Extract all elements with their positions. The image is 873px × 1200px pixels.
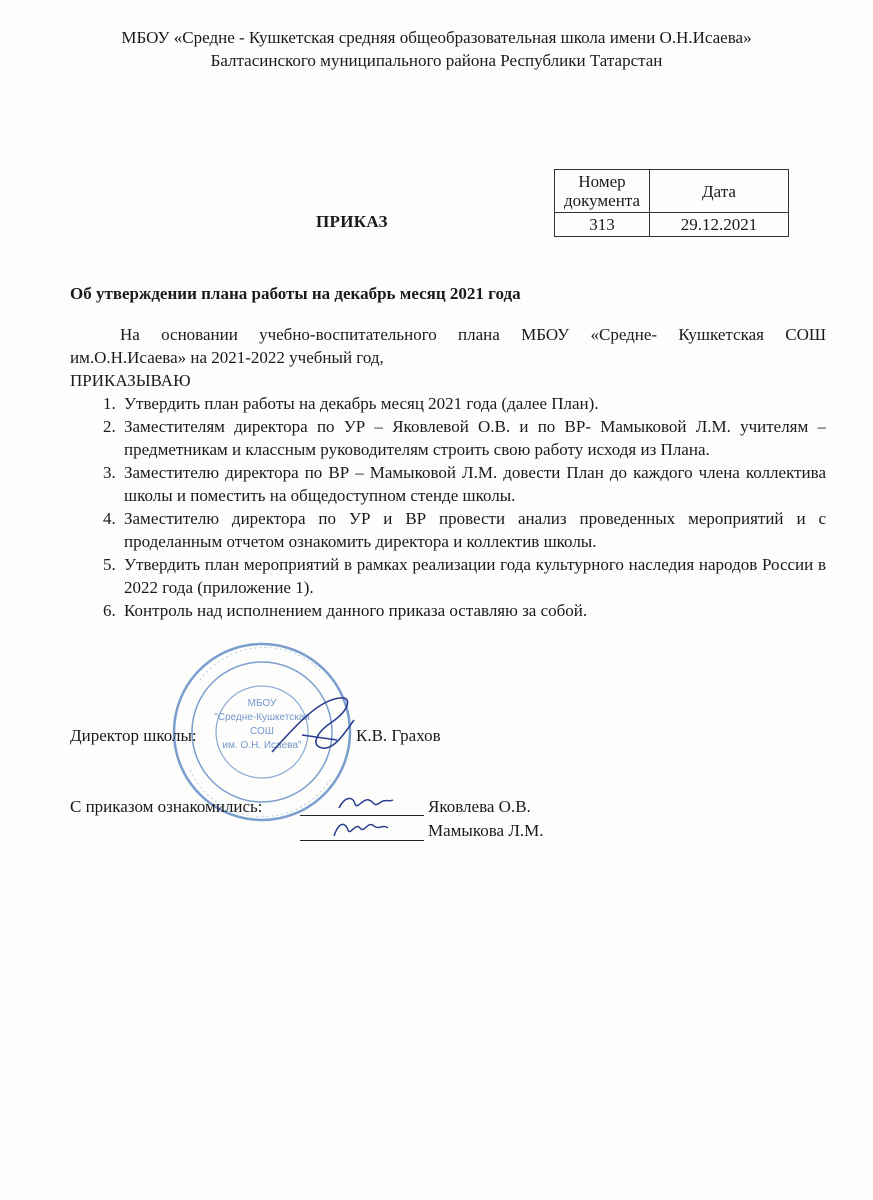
document-title: ПРИКАЗ — [316, 212, 388, 231]
order-word: ПРИКАЗЫВАЮ — [70, 371, 191, 390]
date-header: Дата — [650, 170, 789, 213]
number-header: Номер документа — [555, 170, 650, 213]
stamp-line: СОШ — [250, 726, 274, 737]
mamykova-signature — [330, 814, 390, 840]
header-line-2: Балтасинского муниципального района Республики Татарстан — [210, 51, 663, 70]
director-signature — [262, 690, 362, 760]
order-item: 5. Утвердить план мероприятий в рамках реализации года культурного наследия народов России в 2022 года (приложение 1). — [120, 553, 826, 599]
intro-paragraph: На основании учебно-воспитательного плана МБОУ «Средне- Кушкетская СОШ им.О.Н.Исаева» на 2021-2022 учебный год, — [70, 325, 826, 367]
yakovleva-signature — [335, 790, 395, 814]
signature-line — [300, 840, 424, 841]
director-label: Директор школы: — [70, 726, 197, 745]
order-item: 6. Контроль над исполнением данного приказа оставляю за собой. — [120, 599, 826, 622]
order-item: 3. Заместителю директора по ВР – Мамыковой Л.М. довести План до каждого члена коллектива школы и поместить на общедоступном стенде школы. — [120, 461, 826, 507]
school-header — [0, 26, 873, 72]
director-name: К.В. Грахов — [356, 726, 441, 745]
header-line-1: МБОУ «Средне - Кушкетская средняя общеобразовательная школа имени О.Н.Исаева» — [121, 28, 752, 47]
order-body — [70, 323, 826, 622]
document-number: 313 — [555, 213, 650, 237]
stamp-line: им. О.Н. Исаева" — [222, 740, 302, 751]
order-subject: Об утверждении плана работы на декабрь месяц 2021 года — [70, 284, 521, 303]
acknowledged-label: С приказом ознакомились: — [70, 797, 263, 816]
ack-name-1: Яковлева О.В. — [428, 797, 531, 816]
document-number-table — [554, 169, 789, 237]
stamp-line: "Средне-Кушкетская — [214, 712, 310, 723]
order-items — [70, 392, 826, 622]
order-item: 4. Заместителю директора по УР и ВР провести анализ проведенных мероприятий и с проделанным отчетом ознакомить директора и коллектив школы. — [120, 507, 826, 553]
order-item: 2. Заместителям директора по УР – Яковлевой О.В. и по ВР- Мамыковой Л.М. учителям – предметникам и классным руководителям строить свою работу исходя из Плана. — [120, 415, 826, 461]
ack-name-2: Мамыкова Л.М. — [428, 821, 544, 840]
order-item: 1. Утвердить план работы на декабрь месяц 2021 года (далее План). — [120, 392, 826, 415]
stamp-line: МБОУ — [247, 698, 277, 709]
document-date: 29.12.2021 — [650, 213, 789, 237]
